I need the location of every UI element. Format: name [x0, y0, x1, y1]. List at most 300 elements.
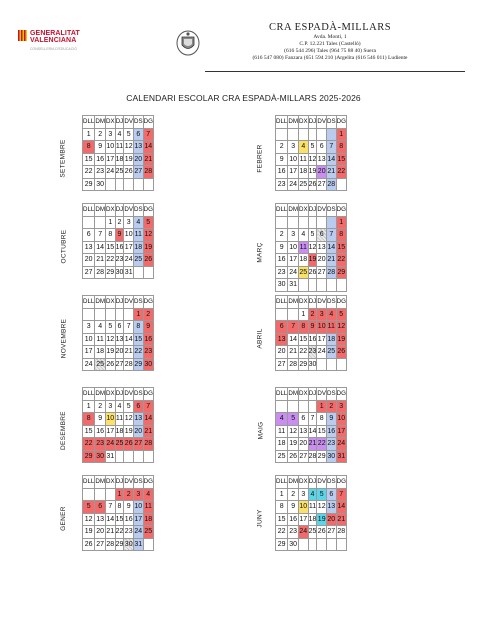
week-row: [83, 229, 154, 242]
week-row: [83, 538, 154, 551]
week-row: [83, 438, 154, 451]
day-cell: 17: [288, 166, 299, 179]
day-cell: 1: [276, 488, 288, 501]
day-cell: 3: [105, 400, 115, 413]
month-label: [58, 121, 69, 196]
day-cell: 20: [276, 346, 288, 359]
day-cell: 5: [288, 413, 299, 426]
weekday-label: DG: [143, 476, 153, 489]
day-cell: 6: [317, 141, 327, 154]
month-name: MARÇ: [257, 242, 264, 263]
weekday-label: DX: [105, 116, 115, 129]
day-cell: 19: [308, 166, 317, 179]
day-cell: 4: [298, 141, 308, 154]
day-cell: 17: [105, 153, 115, 166]
week-row: [83, 321, 154, 334]
week-row: [276, 413, 347, 426]
day-cell: 15: [105, 241, 115, 254]
day-cell: 8: [105, 229, 115, 242]
week-row: [83, 513, 154, 526]
week-row: [276, 229, 347, 242]
weekday-label: DS: [327, 116, 337, 129]
day-cell: 4: [327, 308, 337, 321]
day-cell: 31: [124, 266, 134, 279]
day-cell: 3: [336, 400, 346, 413]
weekday-header: [276, 476, 347, 489]
day-cell: 2: [124, 488, 134, 501]
day-cell: 3: [288, 141, 299, 154]
weekday-label: DJ: [308, 476, 317, 489]
day-cell: 28: [95, 266, 106, 279]
letterhead: [0, 0, 487, 72]
month-label: [255, 393, 266, 468]
day-cell: 27: [276, 358, 288, 371]
weekday-label: DG: [143, 116, 153, 129]
day-cell: 26: [317, 526, 327, 539]
day-cell: [327, 279, 337, 292]
weekday-header: [83, 296, 154, 309]
month-name: ABRIL: [257, 328, 265, 349]
day-cell: 1: [134, 308, 144, 321]
weekday-label: DX: [105, 296, 115, 309]
day-cell: 7: [105, 501, 115, 514]
weekday-label: DM: [95, 388, 106, 401]
day-cell: 4: [308, 488, 317, 501]
day-cell: 20: [83, 254, 95, 267]
day-cell: 2: [276, 229, 288, 242]
day-cell: 4: [95, 321, 106, 334]
day-cell: 27: [115, 358, 124, 371]
weekday-label: DJ: [115, 204, 124, 217]
day-cell: [143, 178, 153, 191]
weekday-label: DG: [143, 204, 153, 217]
day-cell: 26: [105, 358, 115, 371]
week-row: [276, 358, 347, 371]
day-cell: 3: [298, 488, 308, 501]
day-cell: 24: [134, 526, 144, 539]
day-cell: 17: [134, 513, 144, 526]
day-cell: 23: [95, 166, 106, 179]
month-table: [82, 387, 154, 463]
day-cell: 7: [308, 413, 317, 426]
weekday-label: DLL: [276, 204, 288, 217]
day-cell: 5: [317, 488, 327, 501]
day-cell: 10: [124, 229, 134, 242]
day-cell: 28: [288, 358, 299, 371]
day-cell: 6: [115, 321, 124, 334]
day-cell: 24: [298, 526, 308, 539]
weekday-label: DV: [317, 388, 327, 401]
day-cell: 22: [336, 254, 346, 267]
day-cell: 29: [298, 358, 308, 371]
day-cell: 1: [115, 488, 124, 501]
day-cell: 13: [276, 333, 288, 346]
day-cell: 26: [143, 254, 153, 267]
day-cell: 5: [124, 400, 134, 413]
day-cell: 20: [317, 166, 327, 179]
weekday-label: DV: [124, 204, 134, 217]
day-cell: [317, 358, 327, 371]
day-cell: 31: [134, 538, 144, 551]
day-cell: [317, 128, 327, 141]
day-cell: 16: [288, 513, 299, 526]
day-cell: 7: [124, 321, 134, 334]
day-cell: [105, 308, 115, 321]
week-row: [276, 346, 347, 359]
weekday-label: DX: [298, 116, 308, 129]
day-cell: 13: [83, 241, 95, 254]
day-cell: 20: [327, 513, 337, 526]
weekday-label: DX: [105, 388, 115, 401]
day-cell: 11: [298, 153, 308, 166]
month-table: [275, 115, 347, 191]
day-cell: 21: [95, 254, 106, 267]
weekday-label: DV: [124, 476, 134, 489]
day-cell: 13: [134, 413, 144, 426]
day-cell: [288, 308, 299, 321]
day-cell: 3: [124, 216, 134, 229]
day-cell: 21: [336, 513, 346, 526]
day-cell: 12: [124, 413, 134, 426]
weekday-label: DG: [336, 116, 346, 129]
weekday-label: DJ: [115, 476, 124, 489]
day-cell: 11: [134, 229, 144, 242]
day-cell: 9: [143, 321, 153, 334]
day-cell: 22: [298, 346, 308, 359]
weekday-label: DS: [134, 116, 144, 129]
weekday-label: DX: [298, 204, 308, 217]
day-cell: 24: [336, 438, 346, 451]
day-cell: 8: [298, 321, 308, 334]
day-cell: 9: [327, 413, 337, 426]
day-cell: 12: [124, 141, 134, 154]
month-table: [275, 475, 347, 551]
day-cell: 19: [308, 254, 317, 267]
day-cell: [134, 266, 144, 279]
weekday-label: DX: [298, 476, 308, 489]
day-cell: 9: [276, 241, 288, 254]
weekday-label: DJ: [115, 388, 124, 401]
month-label: [58, 481, 69, 556]
day-cell: 10: [83, 333, 95, 346]
logo-line-2: VALENCIANA: [30, 37, 77, 44]
week-row: [276, 438, 347, 451]
day-cell: 9: [124, 501, 134, 514]
day-cell: 24: [288, 266, 299, 279]
day-cell: 13: [95, 513, 106, 526]
day-cell: 11: [143, 501, 153, 514]
day-cell: 23: [143, 346, 153, 359]
day-cell: 8: [336, 229, 346, 242]
day-cell: 30: [327, 450, 337, 463]
day-cell: 14: [336, 501, 346, 514]
weekday-header: [276, 204, 347, 217]
week-row: [276, 166, 347, 179]
day-cell: 12: [317, 501, 327, 514]
week-row: [83, 128, 154, 141]
day-cell: 16: [327, 425, 337, 438]
day-cell: 18: [308, 513, 317, 526]
day-cell: [115, 308, 124, 321]
day-cell: [95, 216, 106, 229]
weekday-label: DV: [124, 296, 134, 309]
day-cell: 27: [317, 266, 327, 279]
day-cell: 27: [298, 450, 308, 463]
day-cell: 19: [124, 425, 134, 438]
weekday-label: DJ: [308, 296, 317, 309]
day-cell: 5: [308, 141, 317, 154]
weekday-label: DM: [288, 476, 299, 489]
weekday-label: DS: [134, 388, 144, 401]
day-cell: 16: [308, 333, 317, 346]
school-address: Avda. Monti, 1: [313, 34, 347, 40]
day-cell: 3: [317, 308, 327, 321]
day-cell: 5: [308, 229, 317, 242]
weekday-label: DLL: [83, 388, 95, 401]
weekday-label: DG: [336, 388, 346, 401]
coat-of-arms-icon: [176, 30, 200, 56]
day-cell: 8: [134, 321, 144, 334]
day-cell: 22: [276, 526, 288, 539]
weekday-label: DLL: [276, 116, 288, 129]
day-cell: 2: [308, 308, 317, 321]
month-name: MAIG: [257, 421, 264, 440]
day-cell: 22: [134, 346, 144, 359]
day-cell: [143, 266, 153, 279]
day-cell: 28: [336, 526, 346, 539]
day-cell: 14: [143, 141, 153, 154]
weekday-label: DLL: [276, 296, 288, 309]
day-cell: 28: [327, 266, 337, 279]
day-cell: 2: [288, 488, 299, 501]
day-cell: 20: [317, 254, 327, 267]
day-cell: 10: [105, 413, 115, 426]
day-cell: 25: [298, 178, 308, 191]
day-cell: [95, 308, 106, 321]
day-cell: 10: [298, 501, 308, 514]
month-table: [82, 203, 154, 279]
day-cell: [134, 178, 144, 191]
day-cell: 10: [336, 413, 346, 426]
day-cell: 8: [276, 501, 288, 514]
day-cell: [336, 538, 346, 551]
day-cell: 18: [134, 241, 144, 254]
day-cell: 4: [115, 400, 124, 413]
day-cell: [317, 279, 327, 292]
day-cell: 18: [276, 438, 288, 451]
week-row: [276, 254, 347, 267]
day-cell: 22: [83, 166, 95, 179]
day-cell: 13: [317, 153, 327, 166]
day-cell: 6: [327, 488, 337, 501]
day-cell: 6: [298, 413, 308, 426]
day-cell: 7: [327, 141, 337, 154]
day-cell: 30: [95, 450, 106, 463]
day-cell: 29: [83, 178, 95, 191]
day-cell: 23: [276, 266, 288, 279]
day-cell: 10: [288, 241, 299, 254]
day-cell: 13: [115, 333, 124, 346]
day-cell: [143, 450, 153, 463]
day-cell: 10: [317, 321, 327, 334]
weekday-header: [83, 116, 154, 129]
day-cell: 13: [298, 425, 308, 438]
day-cell: 15: [276, 513, 288, 526]
day-cell: [308, 538, 317, 551]
day-cell: 31: [336, 450, 346, 463]
day-cell: 25: [95, 358, 106, 371]
weekday-label: DS: [327, 388, 337, 401]
day-cell: [327, 358, 337, 371]
day-cell: 10: [288, 153, 299, 166]
day-cell: 25: [308, 526, 317, 539]
day-cell: 28: [105, 538, 115, 551]
weekday-label: DLL: [276, 476, 288, 489]
month-label: [255, 301, 266, 376]
day-cell: 24: [105, 438, 115, 451]
day-cell: 24: [124, 254, 134, 267]
weekday-label: DS: [134, 296, 144, 309]
day-cell: 1: [105, 216, 115, 229]
day-cell: 19: [83, 526, 95, 539]
weekday-label: DS: [327, 296, 337, 309]
month-name: FEBRER: [257, 144, 265, 173]
day-cell: 27: [327, 526, 337, 539]
day-cell: 28: [327, 178, 337, 191]
day-cell: 1: [83, 128, 95, 141]
month-name: SETEMBRE: [60, 139, 67, 178]
week-row: [83, 488, 154, 501]
week-row: [276, 216, 347, 229]
weekday-label: DS: [327, 204, 337, 217]
week-row: [276, 141, 347, 154]
day-cell: 2: [115, 216, 124, 229]
week-row: [276, 538, 347, 551]
day-cell: 14: [327, 153, 337, 166]
day-cell: 26: [83, 538, 95, 551]
day-cell: 31: [105, 450, 115, 463]
day-cell: 5: [336, 308, 346, 321]
day-cell: 1: [336, 216, 346, 229]
day-cell: 19: [288, 438, 299, 451]
weekday-label: DM: [288, 388, 299, 401]
day-cell: [115, 450, 124, 463]
day-cell: 3: [288, 229, 299, 242]
day-cell: 12: [288, 425, 299, 438]
day-cell: 24: [105, 166, 115, 179]
weekday-label: DM: [95, 204, 106, 217]
day-cell: 29: [134, 358, 144, 371]
month-label: [255, 481, 266, 556]
day-cell: 9: [276, 153, 288, 166]
day-cell: [105, 488, 115, 501]
day-cell: 21: [327, 254, 337, 267]
day-cell: 21: [288, 346, 299, 359]
weekday-label: DG: [336, 204, 346, 217]
day-cell: 18: [298, 166, 308, 179]
day-cell: [124, 450, 134, 463]
day-cell: 22: [105, 254, 115, 267]
day-cell: 19: [143, 241, 153, 254]
day-cell: 9: [95, 141, 106, 154]
day-cell: 4: [276, 413, 288, 426]
week-row: [83, 254, 154, 267]
day-cell: 15: [317, 425, 327, 438]
day-cell: 4: [143, 488, 153, 501]
week-row: [83, 501, 154, 514]
weekday-label: DM: [288, 116, 299, 129]
day-cell: 3: [134, 488, 144, 501]
day-cell: 20: [134, 425, 144, 438]
day-cell: 26: [124, 166, 134, 179]
day-cell: [327, 538, 337, 551]
day-cell: 6: [276, 321, 288, 334]
school-phones-2: (616 547 080) Fanzara (651 594 210 )Argelita (616 546 011) Ludiente: [252, 55, 408, 61]
day-cell: [317, 216, 327, 229]
weekday-label: DLL: [276, 388, 288, 401]
weekday-label: DJ: [115, 296, 124, 309]
day-cell: 1: [83, 400, 95, 413]
day-cell: [95, 488, 106, 501]
week-row: [83, 308, 154, 321]
day-cell: [288, 400, 299, 413]
day-cell: [298, 128, 308, 141]
day-cell: [276, 216, 288, 229]
logo-line-3: CONSELLERIA D'EDUCACIÓ: [30, 47, 77, 51]
month-table: [82, 115, 154, 191]
week-row: [276, 425, 347, 438]
day-cell: 19: [124, 153, 134, 166]
day-cell: 14: [95, 241, 106, 254]
month-table: [275, 387, 347, 463]
day-cell: 2: [95, 128, 106, 141]
day-cell: 14: [105, 513, 115, 526]
month-label: [58, 393, 69, 468]
day-cell: [308, 279, 317, 292]
day-cell: 21: [105, 526, 115, 539]
day-cell: 12: [143, 229, 153, 242]
day-cell: [308, 128, 317, 141]
day-cell: 13: [317, 241, 327, 254]
day-cell: 6: [83, 229, 95, 242]
weekday-label: DX: [105, 476, 115, 489]
day-cell: 25: [134, 254, 144, 267]
day-cell: 6: [95, 501, 106, 514]
day-cell: 22: [317, 438, 327, 451]
week-row: [83, 413, 154, 426]
day-cell: 17: [124, 241, 134, 254]
day-cell: 11: [276, 425, 288, 438]
weekday-label: DV: [317, 204, 327, 217]
day-cell: 7: [143, 400, 153, 413]
weekday-header: [276, 388, 347, 401]
day-cell: 17: [105, 425, 115, 438]
week-row: [83, 266, 154, 279]
day-cell: 29: [105, 266, 115, 279]
day-cell: [308, 216, 317, 229]
day-cell: 17: [317, 333, 327, 346]
day-cell: 6: [317, 229, 327, 242]
week-row: [83, 241, 154, 254]
day-cell: 22: [336, 166, 346, 179]
day-cell: 24: [83, 358, 95, 371]
day-cell: [83, 488, 95, 501]
day-cell: 29: [115, 538, 124, 551]
day-cell: 27: [83, 266, 95, 279]
day-cell: 10: [134, 501, 144, 514]
day-cell: 30: [95, 178, 106, 191]
day-cell: [143, 538, 153, 551]
